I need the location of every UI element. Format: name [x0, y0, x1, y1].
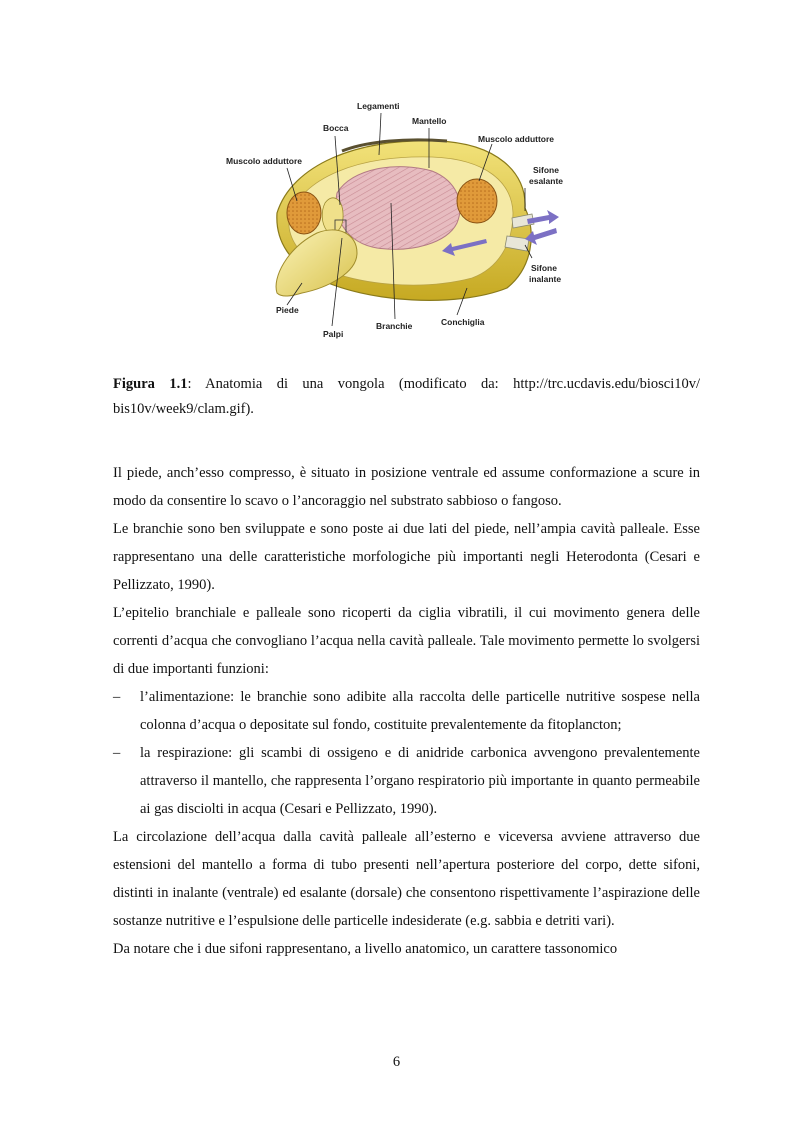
label-mantello: Mantello: [412, 116, 447, 126]
list-item: [113, 683, 700, 739]
paragraph-3: L’epitelio branchiale e palleale sono ricoperti da ciglia vibratili, il cui movimento genera delle correnti d’acqua che convogliano l’acqua nella cavità palleale. Tale movimento permette lo svolgersi di due importanti funzioni:: [113, 605, 700, 677]
left-adductor-muscle: [287, 192, 321, 234]
label-legamenti: Legamenti: [357, 101, 400, 111]
label-muscolo-adduttore-right: Muscolo adduttore: [478, 134, 555, 144]
label-palpi: Palpi: [323, 329, 344, 339]
label-sifone-inalante-1: Sifone: [531, 263, 557, 273]
list-bullet: –: [113, 689, 121, 705]
list-item-text: l’alimentazione: le branchie sono adibite alla raccolta delle particelle nutritive sospese nella colonna d’acqua o depositate sul fondo, costituite prevalentemente da fitoplancton;: [140, 689, 700, 733]
list-bullet: –: [113, 745, 121, 761]
right-adductor-muscle: [457, 179, 497, 223]
label-muscolo-adduttore-left: Muscolo adduttore: [226, 156, 303, 166]
label-bocca: Bocca: [323, 123, 349, 133]
label-conchiglia: Conchiglia: [441, 317, 485, 327]
label-branchie: Branchie: [376, 321, 413, 331]
label-sifone-inalante-2: inalante: [529, 274, 562, 284]
paragraph-2: Le branchie sono ben sviluppate e sono poste ai due lati del piede, nell’ampia cavità palleale. Esse rappresentano una delle caratteristiche morfologiche più importanti negli Heterodonta (Cesari e Pellizzato, 1990).: [113, 521, 700, 593]
function-list: [113, 683, 700, 823]
gill: [336, 167, 460, 250]
paragraph-4: La circolazione dell’acqua dalla cavità palleale all’esterno e viceversa avviene attraverso due estensioni del mantello a forma di tubo presenti nell’apertura posteriore del corpo, dette sifoni, distinti in inalante (ventrale) ed esalante (dorsale) che consentono rispettivamente l’aspirazione delle sostanze nutritive e l’espulsione delle particelle indesiderate (e.g. sabbia e detriti vari).: [113, 829, 700, 929]
figure-caption: [113, 372, 700, 422]
list-item-text: la respirazione: gli scambi di ossigeno e di anidride carbonica avvengono prevalentemente attraverso il mantello, che rappresenta l’organo respiratorio più importante in quanto permeabile ai gas disciolti in acqua (Cesari e Pellizzato, 1990).: [140, 745, 700, 817]
label-piede: Piede: [276, 305, 299, 315]
list-item: [113, 739, 700, 823]
caption-text: : Anatomia di una vongola (modificato da: http://trc.ucdavis.edu/biosci10v/ bis10v/week9/clam.gif).: [113, 376, 700, 417]
paragraph-5: Da notare che i due sifoni rappresentano, a livello anatomico, un carattere tassonomico: [113, 941, 618, 957]
figure-label: Figura 1.1: [113, 376, 188, 392]
label-sifone-esalante-2: esalante: [529, 176, 564, 186]
paragraph-1: Il piede, anch’esso compresso, è situato in posizione ventrale ed assume conformazione a scure in modo da consentire lo scavo o l’ancoraggio nel substrato sabbioso o fangoso.: [113, 465, 700, 509]
label-sifone-esalante-1: Sifone: [533, 165, 559, 175]
body-text: [113, 459, 700, 963]
clam-anatomy-figure: [207, 93, 607, 358]
page-number: 6: [392, 1054, 401, 1070]
